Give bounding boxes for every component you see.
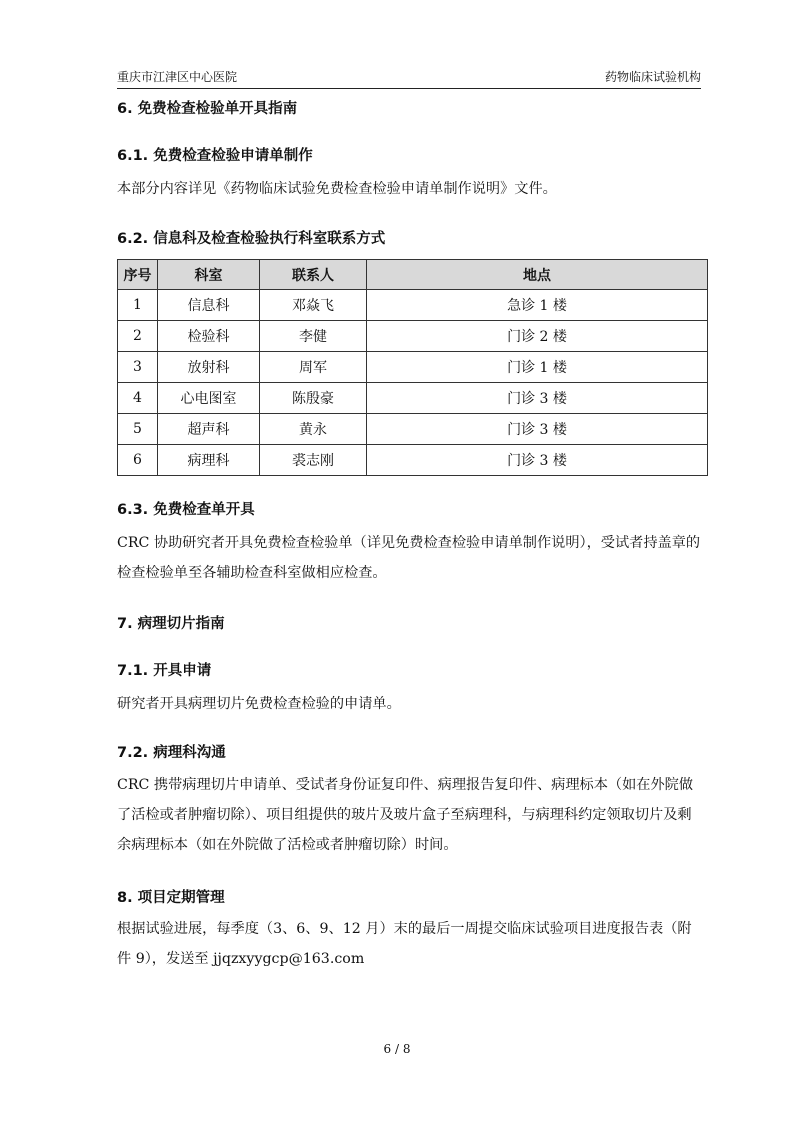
table-header-row	[118, 260, 708, 290]
cell-location: 门诊 2 楼	[367, 321, 708, 352]
cell-contact: 裘志刚	[260, 445, 367, 476]
section-7-2-heading: 7.2. 病理科沟通	[117, 745, 226, 761]
section-6-3-heading: 6.3. 免费检查单开具	[117, 502, 255, 518]
column-header-department: 科室	[158, 260, 260, 290]
cell-no: 4	[118, 383, 158, 414]
cell-contact: 陈殷豪	[260, 383, 367, 414]
header-institution-name: 药物临床试验机构	[604, 70, 701, 84]
table-row	[118, 321, 708, 352]
cell-no: 5	[118, 414, 158, 445]
section-8-body: 根据试验进展，每季度（3、6、9、12 月）末的最后一周提交临床试验项目进度报告表（附件 9），发送至 jjqzxyygcp@163.com	[117, 921, 692, 967]
cell-location: 门诊 3 楼	[367, 414, 708, 445]
column-header-contact: 联系人	[260, 260, 367, 290]
section-6-1-heading: 6.1. 免费检查检验申请单制作	[117, 148, 313, 164]
cell-location: 门诊 3 楼	[367, 383, 708, 414]
column-header-location: 地点	[367, 260, 708, 290]
cell-contact: 李健	[260, 321, 367, 352]
cell-no: 3	[118, 352, 158, 383]
section-6-1-body: 本部分内容详见《药物临床试验免费检查检验申请单制作说明》文件。	[117, 181, 557, 197]
cell-contact: 邓焱飞	[260, 290, 367, 321]
section-6-heading: 6. 免费检查检验单开具指南	[117, 101, 298, 117]
cell-location: 急诊 1 楼	[367, 290, 708, 321]
section-7-1-heading: 7.1. 开具申请	[117, 663, 212, 679]
cell-department: 超声科	[158, 414, 260, 445]
cell-department: 病理科	[158, 445, 260, 476]
section-6-3-body: CRC 协助研究者开具免费检查检验单（详见免费检查检验申请单制作说明），受试者持盖章的检查检验单至各辅助检查科室做相应检查。	[117, 535, 701, 581]
page-number: 6 / 8	[383, 1042, 411, 1056]
section-8-heading: 8. 项目定期管理	[117, 890, 225, 906]
cell-contact: 黄永	[260, 414, 367, 445]
cell-no: 1	[118, 290, 158, 321]
page-header	[117, 66, 701, 89]
cell-department: 检验科	[158, 321, 260, 352]
contacts-table	[117, 259, 708, 476]
cell-department: 放射科	[158, 352, 260, 383]
section-7-heading: 7. 病理切片指南	[117, 616, 225, 632]
header-hospital-name: 重庆市江津区中心医院	[117, 70, 238, 84]
section-7-1-body: 研究者开具病理切片免费检查检验的申请单。	[117, 696, 401, 712]
table-row	[118, 445, 708, 476]
cell-no: 6	[118, 445, 158, 476]
cell-location: 门诊 3 楼	[367, 445, 708, 476]
section-7-2-body: CRC 携带病理切片申请单、受试者身份证复印件、病理报告复印件、病理标本（如在外院做了活检或者肿瘤切除）、项目组提供的玻片及玻片盒子至病理科，与病理科约定领取切片及剩余病理标本（如在外院做了活检或者肿瘤切除）时间。	[117, 777, 694, 853]
table-row	[118, 414, 708, 445]
table-row	[118, 290, 708, 321]
cell-department: 心电图室	[158, 383, 260, 414]
column-header-no: 序号	[118, 260, 158, 290]
cell-contact: 周军	[260, 352, 367, 383]
table-row	[118, 383, 708, 414]
cell-department: 信息科	[158, 290, 260, 321]
cell-no: 2	[118, 321, 158, 352]
cell-location: 门诊 1 楼	[367, 352, 708, 383]
table-row	[118, 352, 708, 383]
section-6-2-heading: 6.2. 信息科及检查检验执行科室联系方式	[117, 231, 386, 247]
